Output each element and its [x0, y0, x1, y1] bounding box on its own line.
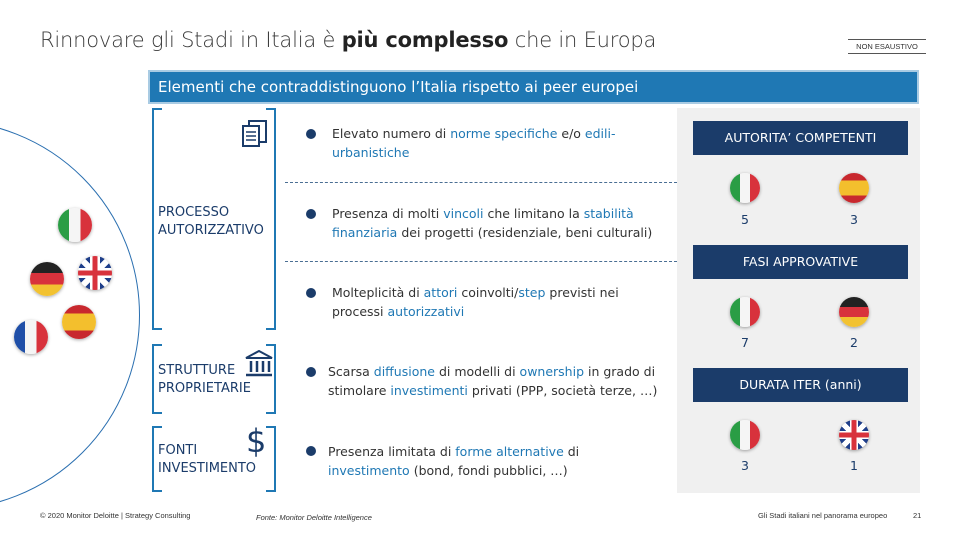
uk-flag-icon: [839, 420, 869, 450]
item-highlight: investimento: [328, 463, 410, 478]
item-text: Molteplicità di: [332, 285, 424, 300]
category-label: PROCESSO: [158, 205, 230, 220]
footer-doc-title: Gli Stadi italiani nel panorama europeo: [758, 511, 888, 520]
item-forme: [328, 442, 628, 480]
item-text: di modelli di: [434, 364, 520, 379]
spain-flag-icon: [839, 173, 869, 203]
section-banner: Elementi che contraddistinguono l’Italia rispetto ai peer europei: [148, 70, 919, 104]
item-text: e/o: [557, 126, 585, 141]
item-text: in grado di stimolare: [328, 364, 656, 398]
bracket-fonti-right: [266, 426, 276, 492]
item-attori: [332, 283, 652, 321]
divider: [285, 261, 677, 262]
category-label: INVESTIMENTO: [158, 461, 257, 476]
status-badge: NON ESAUSTIVO: [848, 39, 926, 54]
bullet-dot: [306, 446, 316, 456]
item-text: Scarsa: [328, 364, 374, 379]
italy-flag-icon: [730, 173, 760, 203]
fasi-header: FASI APPROVATIVE: [693, 245, 908, 279]
bullet-dot: [306, 129, 316, 139]
item-highlight: attori: [423, 285, 458, 300]
item-norme: [332, 124, 622, 162]
item-ownership: [328, 362, 673, 400]
durata-header: [693, 368, 908, 402]
item-text: previsti nei processi: [332, 285, 619, 319]
category-strutture: [158, 362, 251, 398]
item-highlight: investimenti: [390, 383, 468, 398]
category-label: PROPRIETARIE: [158, 381, 251, 396]
category-label: AUTORIZZATIVO: [158, 223, 264, 238]
title-bold: più complesso: [341, 28, 509, 52]
durata-unit: (anni): [820, 377, 862, 392]
category-label: STRUTTURE: [158, 363, 236, 378]
footer-source: Fonte: Monitor Deloitte Intelligence: [256, 513, 372, 522]
item-vincoli: [332, 204, 677, 242]
autorita-value-es: 3: [850, 212, 858, 227]
item-highlight: forme alternative: [455, 444, 564, 459]
documents-icon: [240, 118, 270, 148]
category-fonti: [158, 442, 256, 478]
item-highlight: diffusione: [373, 364, 435, 379]
dollar-icon: $: [246, 422, 267, 460]
italy-flag-icon: [730, 420, 760, 450]
item-text: dei progetti (residenziale, beni culturali): [397, 225, 653, 240]
footer-copyright: © 2020 Monitor Deloitte | Strategy Consulting: [40, 511, 191, 520]
bullet-dot: [306, 209, 316, 219]
germany-flag-icon: [839, 297, 869, 327]
item-text: coinvolti/: [457, 285, 519, 300]
uk-flag-icon: [78, 256, 112, 290]
item-text: (bond, fondi pubblici, …): [409, 463, 568, 478]
item-highlight: norme specifiche: [450, 126, 558, 141]
building-icon: [244, 350, 274, 378]
item-highlight: edili-urbanistiche: [332, 126, 616, 160]
bullet-dot: [306, 367, 316, 377]
item-text: Presenza limitata di: [328, 444, 456, 459]
italy-flag-icon: [58, 208, 92, 242]
page-title: [40, 28, 656, 52]
item-highlight: vincoli: [443, 206, 484, 221]
fasi-value-it: 7: [741, 335, 749, 350]
autorita-header: AUTORITA’ COMPETENTI: [693, 121, 908, 155]
item-text: Presenza di molti: [332, 206, 444, 221]
item-highlight: step: [518, 285, 546, 300]
comparison-panel: [677, 108, 920, 493]
item-text: Elevato numero di: [332, 126, 451, 141]
item-highlight: stabilità finanziaria: [332, 206, 634, 240]
title-part: Rinnovare gli Stadi in Italia è: [40, 28, 342, 52]
page-number: 21: [913, 511, 922, 520]
autorita-value-it: 5: [741, 212, 749, 227]
item-text: privati (PPP, società terze, …): [467, 383, 658, 398]
bullet-dot: [306, 288, 316, 298]
durata-label: DURATA ITER: [739, 377, 821, 392]
item-text: di: [563, 444, 580, 459]
germany-flag-icon: [30, 262, 64, 296]
italy-flag-icon: [730, 297, 760, 327]
item-text: che limitano la: [483, 206, 584, 221]
durata-value-it: 3: [741, 458, 749, 473]
spain-flag-icon: [62, 305, 96, 339]
france-flag-icon: [14, 320, 48, 354]
durata-value-uk: 1: [850, 458, 858, 473]
category-label: FONTI: [158, 443, 198, 458]
item-highlight: autorizzativi: [387, 304, 465, 319]
item-highlight: ownership: [519, 364, 585, 379]
category-processo: [158, 204, 264, 240]
divider: [285, 182, 677, 183]
title-part: che in Europa: [508, 28, 657, 52]
fasi-value-de: 2: [850, 335, 858, 350]
